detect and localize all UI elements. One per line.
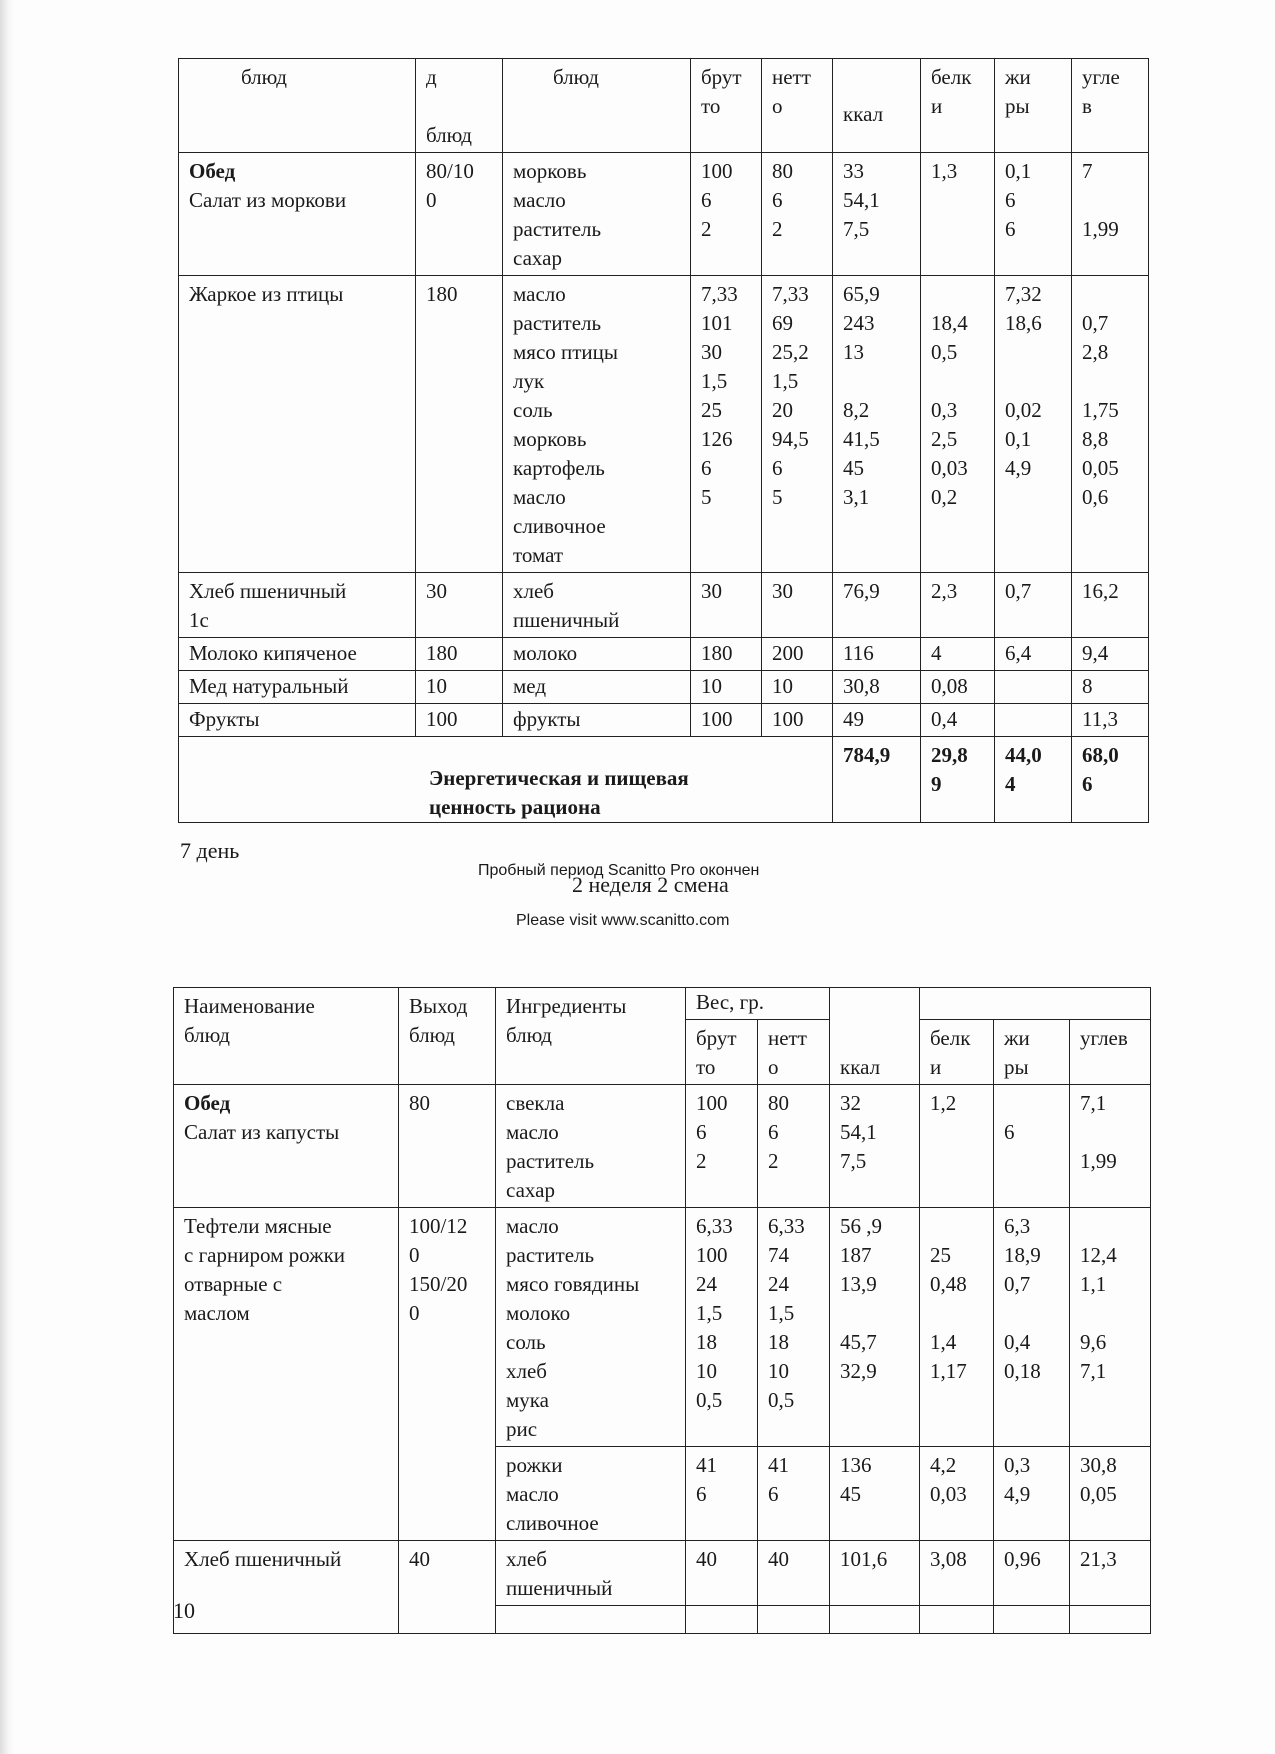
table-row — [179, 153, 1149, 276]
brutto-cell: 180 — [691, 638, 762, 671]
kcal-cell: 65,9 243 13 8,2 41,5 45 3,1 — [833, 276, 921, 573]
kcal-cell: 136 45 — [830, 1447, 920, 1541]
netto-cell: 30 — [762, 573, 833, 638]
carbs-cell: 9,4 — [1072, 638, 1149, 671]
output-cell: 80/10 0 — [416, 153, 503, 276]
table-header-row — [174, 988, 1151, 1020]
dish-cell: Молоко кипяченое — [179, 638, 416, 671]
kcal-cell: 56 ,9 187 13,9 45,7 32,9 — [830, 1208, 920, 1447]
meal-label: Обед — [189, 159, 236, 183]
dish-cell: Жаркое из птицы — [179, 276, 416, 573]
carbs-cell: 21,3 — [1070, 1541, 1151, 1606]
header-name: Наименование блюд — [174, 988, 399, 1085]
kcal-cell: 30,8 — [833, 671, 921, 704]
week-shift-subtitle: 2 неделя 2 смена — [572, 872, 729, 897]
total-carbs: 68,0 6 — [1072, 737, 1149, 823]
output-cell: 40 — [399, 1541, 496, 1634]
table-row — [179, 671, 1149, 704]
carbs-cell: 11,3 — [1072, 704, 1149, 737]
netto-cell: 10 — [762, 671, 833, 704]
netto-cell: 7,33 69 25,2 1,5 20 94,5 6 5 — [762, 276, 833, 573]
netto-cell: 40 — [758, 1541, 830, 1606]
brutto-cell: 6,33 100 24 1,5 18 10 0,5 — [686, 1208, 758, 1447]
kcal-cell: 32 54,1 7,5 — [830, 1085, 920, 1208]
carbs-cell: 7,1 1,99 — [1070, 1085, 1151, 1208]
header-ingredients: блюд — [503, 59, 691, 153]
carbs-cell: 30,8 0,05 — [1070, 1447, 1151, 1541]
header-output: Выход блюд — [399, 988, 496, 1085]
ingredients-cell: морковь масло раститель сахар — [503, 153, 691, 276]
table-row — [179, 638, 1149, 671]
header-output: д блюд — [416, 59, 503, 153]
kcal-cell: 101,6 — [830, 1541, 920, 1606]
header-kcal: ккал — [833, 59, 921, 153]
protein-cell: 4,2 0,03 — [920, 1447, 994, 1541]
output-cell: 100 — [416, 704, 503, 737]
dish-cell: Хлеб пшеничный 1с — [179, 573, 416, 638]
ingredients-cell: свекла масло раститель сахар — [496, 1085, 686, 1208]
page-number: 10 — [173, 1598, 195, 1623]
ingredients-cell: мед — [503, 671, 691, 704]
output-cell: 30 — [416, 573, 503, 638]
fat-cell: 6,3 18,9 0,7 0,4 0,18 — [994, 1208, 1070, 1447]
ingredients-cell: фрукты — [503, 704, 691, 737]
empty-cell — [686, 1606, 758, 1634]
table-row — [174, 1085, 1151, 1208]
header-protein: белк и — [920, 1020, 994, 1085]
carbs-cell: 0,7 2,8 1,75 8,8 0,05 0,6 — [1072, 276, 1149, 573]
empty-cell — [1070, 1606, 1151, 1634]
total-protein: 29,8 9 — [921, 737, 995, 823]
brutto-cell: 30 — [691, 573, 762, 638]
output-cell: 180 — [416, 276, 503, 573]
header-netto: нетт о — [762, 59, 833, 153]
header-fat: жи ры — [994, 1020, 1070, 1085]
dish-name: Салат из капусты — [184, 1120, 340, 1144]
dish-cell: Фрукты — [179, 704, 416, 737]
table-row — [174, 1208, 1151, 1447]
watermark-line-2: Please visit www.scanitto.com — [516, 912, 730, 929]
output-cell: 80 — [399, 1085, 496, 1208]
output-cell: 180 — [416, 638, 503, 671]
dish-cell — [179, 153, 416, 276]
header-weight: Вес, гр. — [686, 988, 830, 1020]
kcal-cell: 116 — [833, 638, 921, 671]
menu-table-2 — [173, 987, 1151, 1634]
protein-cell: 25 0,48 1,4 1,17 — [920, 1208, 994, 1447]
dish-cell: Хлеб пшеничный — [174, 1541, 399, 1634]
netto-cell: 80 6 2 — [758, 1085, 830, 1208]
protein-cell: 18,4 0,5 0,3 2,5 0,03 0,2 — [921, 276, 995, 573]
netto-cell: 6,33 74 24 1,5 18 10 0,5 — [758, 1208, 830, 1447]
empty-cell — [920, 1606, 994, 1634]
output-cell: 100/12 0 150/20 0 — [399, 1208, 496, 1541]
header-ingredients: Ингредиенты блюд — [496, 988, 686, 1085]
brutto-cell: 40 — [686, 1541, 758, 1606]
watermark-line-1: Пробный период Scanitto Pro окончен — [478, 862, 760, 879]
brutto-cell: 10 — [691, 671, 762, 704]
menu-table-1 — [178, 58, 1149, 823]
ingredients-cell: хлеб пшеничный — [503, 573, 691, 638]
table-row — [179, 573, 1149, 638]
carbs-cell: 8 — [1072, 671, 1149, 704]
kcal-cell: 33 54,1 7,5 — [833, 153, 921, 276]
empty-cell — [496, 1606, 686, 1634]
brutto-cell: 100 6 2 — [686, 1085, 758, 1208]
kcal-cell: 76,9 — [833, 573, 921, 638]
fat-cell: 6 — [994, 1085, 1070, 1208]
fat-cell: 0,1 6 6 — [995, 153, 1072, 276]
header-nutrients — [920, 988, 1151, 1020]
total-kcal: 784,9 — [833, 737, 921, 823]
brutto-cell: 100 6 2 — [691, 153, 762, 276]
protein-cell: 3,08 — [920, 1541, 994, 1606]
total-fat: 44,0 4 — [995, 737, 1072, 823]
header-brutto: брут то — [686, 1020, 758, 1085]
dish-cell: Тефтели мясные с гарниром рожки отварные с маслом — [174, 1208, 399, 1541]
fat-cell — [995, 704, 1072, 737]
fat-cell: 0,96 — [994, 1541, 1070, 1606]
netto-cell: 80 6 2 — [762, 153, 833, 276]
table-header-row — [179, 59, 1149, 153]
ingredients-cell: масло раститель мясо птицы лук соль морковь картофель масло сливочное томат — [503, 276, 691, 573]
carbs-cell: 12,4 1,1 9,6 7,1 — [1070, 1208, 1151, 1447]
total-label: Энергетическая и пищевая ценность рациона — [179, 737, 833, 823]
protein-cell: 0,4 — [921, 704, 995, 737]
kcal-cell: 49 — [833, 704, 921, 737]
protein-cell: 1,3 — [921, 153, 995, 276]
brutto-cell: 100 — [691, 704, 762, 737]
table-row — [174, 1541, 1151, 1606]
dish-cell: Мед натуральный — [179, 671, 416, 704]
empty-cell — [830, 1606, 920, 1634]
brutto-cell: 41 6 — [686, 1447, 758, 1541]
header-carbs: угле в — [1072, 59, 1149, 153]
protein-cell: 0,08 — [921, 671, 995, 704]
ingredients-cell: рожки масло сливочное — [496, 1447, 686, 1541]
fat-cell: 0,7 — [995, 573, 1072, 638]
scan-page-edge — [0, 0, 14, 1754]
header-fat: жи ры — [995, 59, 1072, 153]
netto-cell: 100 — [762, 704, 833, 737]
table-row — [179, 276, 1149, 573]
table-row — [179, 704, 1149, 737]
protein-cell: 1,2 — [920, 1085, 994, 1208]
day-label: 7 день — [180, 838, 240, 863]
carbs-cell: 7 1,99 — [1072, 153, 1149, 276]
output-cell: 10 — [416, 671, 503, 704]
fat-cell: 0,3 4,9 — [994, 1447, 1070, 1541]
empty-cell — [994, 1606, 1070, 1634]
dish-name: Салат из моркови — [189, 188, 347, 212]
brutto-cell: 7,33 101 30 1,5 25 126 6 5 — [691, 276, 762, 573]
empty-cell — [758, 1606, 830, 1634]
fat-cell: 7,32 18,6 0,02 0,1 4,9 — [995, 276, 1072, 573]
header-protein: белк и — [921, 59, 995, 153]
fat-cell: 6,4 — [995, 638, 1072, 671]
protein-cell: 2,3 — [921, 573, 995, 638]
header-netto: нетт о — [758, 1020, 830, 1085]
header-dish: блюд — [179, 59, 416, 153]
ingredients-cell: молоко — [503, 638, 691, 671]
netto-cell: 41 6 — [758, 1447, 830, 1541]
ingredients-cell: хлеб пшеничный — [496, 1541, 686, 1606]
fat-cell — [995, 671, 1072, 704]
meal-label: Обед — [184, 1091, 231, 1115]
header-brutto: брут то — [691, 59, 762, 153]
dish-cell — [174, 1085, 399, 1208]
header-carbs: углев — [1070, 1020, 1151, 1085]
total-row — [179, 737, 1149, 823]
netto-cell: 200 — [762, 638, 833, 671]
carbs-cell: 16,2 — [1072, 573, 1149, 638]
ingredients-cell: масло раститель мясо говядины молоко соль хлеб мука рис — [496, 1208, 686, 1447]
header-kcal: ккал — [830, 988, 920, 1085]
protein-cell: 4 — [921, 638, 995, 671]
